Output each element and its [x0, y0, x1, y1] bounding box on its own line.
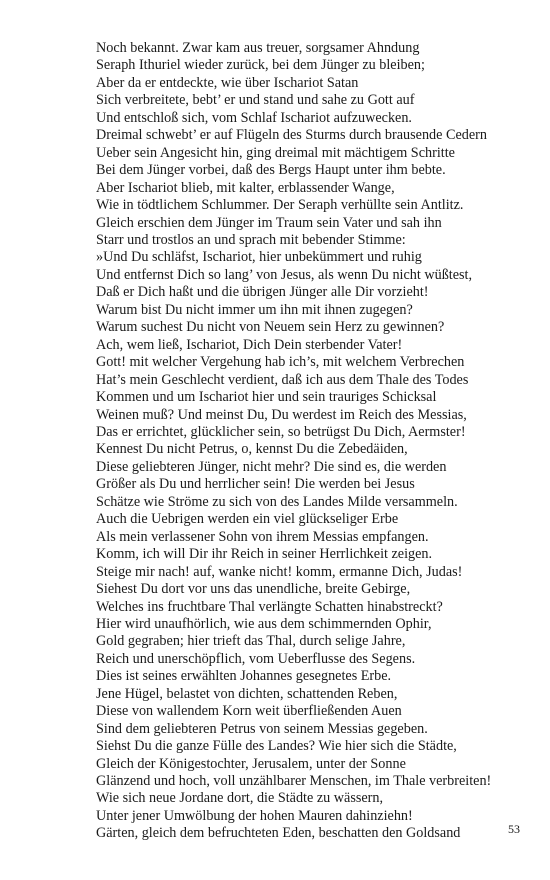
- poem-line: Als mein verlassener Sohn von ihrem Messias empfangen.: [96, 528, 429, 545]
- poem-line: Siehest Du dort vor uns das unendliche, breite Gebirge,: [96, 581, 411, 598]
- poem-line: Warum bist Du nicht immer um ihn mit ihnen zugegen?: [96, 301, 413, 318]
- page-number: 53: [508, 822, 520, 836]
- poem-line: Dies ist seines erwählten Johannes gesegnetes Erbe.: [96, 668, 392, 685]
- poem-line: Schätze wie Ströme zu sich von des Landes Milde versammeln.: [96, 493, 458, 510]
- poem-line: Auch die Uebrigen werden ein viel glückseliger Erbe: [96, 511, 399, 528]
- poem-line: Sind dem geliebteren Petrus von seinem Messias gegeben.: [96, 720, 428, 737]
- poem-line: Gold gegraben; hier trieft das Thal, durch selige Jahre,: [96, 633, 406, 650]
- poem-line: Daß er Dich haßt und die übrigen Jünger alle Dir vorzieht!: [96, 284, 429, 301]
- poem-line: Warum suchest Du nicht von Neuem sein Herz zu gewinnen?: [96, 319, 445, 336]
- poem-line: Ueber sein Angesicht hin, ging dreimal mit mächtigem Schritte: [96, 144, 455, 161]
- poem-line: »Und Du schläfst, Ischariot, hier unbekümmert und ruhig: [96, 249, 422, 266]
- poem-line: Welches ins fruchtbare Thal verlängte Schatten hinabstreckt?: [96, 598, 443, 615]
- poem-line: Weinen muß? Und meinst Du, Du werdest im Reich des Messias,: [96, 406, 467, 423]
- poem-line: Unter jener Umwölbung der hohen Mauren dahinziehn!: [96, 807, 413, 824]
- poem-line: Gärten, gleich dem befruchteten Eden, beschatten den Goldsand: [96, 825, 461, 842]
- poem-text: [96, 40, 536, 843]
- poem-line: Steige mir nach! auf, wanke nicht! komm, ermanne Dich, Judas!: [96, 563, 463, 580]
- poem-line: Sich verbreitete, bebt’ er und stand und sahe zu Gott auf: [96, 92, 415, 109]
- poem-line: Dreimal schwebt’ er auf Flügeln des Sturms durch brausende Cedern: [96, 127, 487, 144]
- poem-line: Hier wird unaufhörlich, wie aus dem schimmernden Ophir,: [96, 615, 432, 632]
- poem-line: Reich und unerschöpflich, vom Ueberflusse des Segens.: [96, 650, 416, 667]
- poem-line: Kommen und um Ischariot hier und sein trauriges Schicksal: [96, 389, 437, 406]
- poem-line: Diese geliebteren Jünger, nicht mehr? Die sind es, die werden: [96, 458, 447, 475]
- poem-line: Glänzend und hoch, voll unzählbarer Menschen, im Thale verbreiten!: [96, 773, 492, 790]
- poem-line: Aber da er entdeckte, wie über Ischariot Satan: [96, 74, 359, 91]
- poem-line: Gott! mit welcher Vergehung hab ich’s, mit welchem Verbrechen: [96, 354, 465, 371]
- poem-line: Ach, wem ließ, Ischariot, Dich Dein sterbender Vater!: [96, 336, 403, 353]
- poem-line: Größer als Du und herrlicher sein! Die werden bei Jesus: [96, 476, 415, 493]
- poem-line: Aber Ischariot blieb, mit kalter, erblassender Wange,: [96, 179, 395, 196]
- poem-line: Siehst Du die ganze Fülle des Landes? Wie hier sich die Städte,: [96, 738, 457, 755]
- poem-line: Wie in tödtlichem Schlummer. Der Seraph verhüllte sein Antlitz.: [96, 197, 464, 214]
- poem-line: Das er errichtet, glücklicher sein, so betrügst Du Dich, Aermster!: [96, 423, 466, 440]
- poem-line: Komm, ich will Dir ihr Reich in seiner Herrlichkeit zeigen.: [96, 546, 433, 563]
- poem-line: Seraph Ithuriel wieder zurück, bei dem Jünger zu bleiben;: [96, 57, 425, 74]
- poem-line: Und entschloß sich, vom Schlaf Ischariot aufzuwecken.: [96, 109, 412, 126]
- poem-line: Jene Hügel, belastet von dichten, schattenden Reben,: [96, 685, 398, 702]
- poem-line: Und entfernst Dich so lang’ von Jesus, als wenn Du nicht wüßtest,: [96, 266, 473, 283]
- poem-line: Gleich der Königestochter, Jerusalem, unter der Sonne: [96, 755, 406, 772]
- poem-line: Kennest Du nicht Petrus, o, kennst Du die Zebedäiden,: [96, 441, 408, 458]
- poem-line: Gleich erschien dem Jünger im Traum sein Vater und sah ihn: [96, 214, 442, 231]
- poem-line: Starr und trostlos an und sprach mit bebender Stimme:: [96, 231, 406, 248]
- poem-line: Wie sich neue Jordane dort, die Städte zu wässern,: [96, 790, 384, 807]
- poem-line: Diese von wallendem Korn weit überfließenden Auen: [96, 703, 402, 720]
- poem-line: Hat’s mein Geschlecht verdient, daß ich aus dem Thale des Todes: [96, 371, 469, 388]
- poem-line: Bei dem Jünger vorbei, daß des Bergs Haupt unter ihm bebte.: [96, 162, 446, 179]
- poem-line: Noch bekannt. Zwar kam aus treuer, sorgsamer Ahndung: [96, 40, 420, 56]
